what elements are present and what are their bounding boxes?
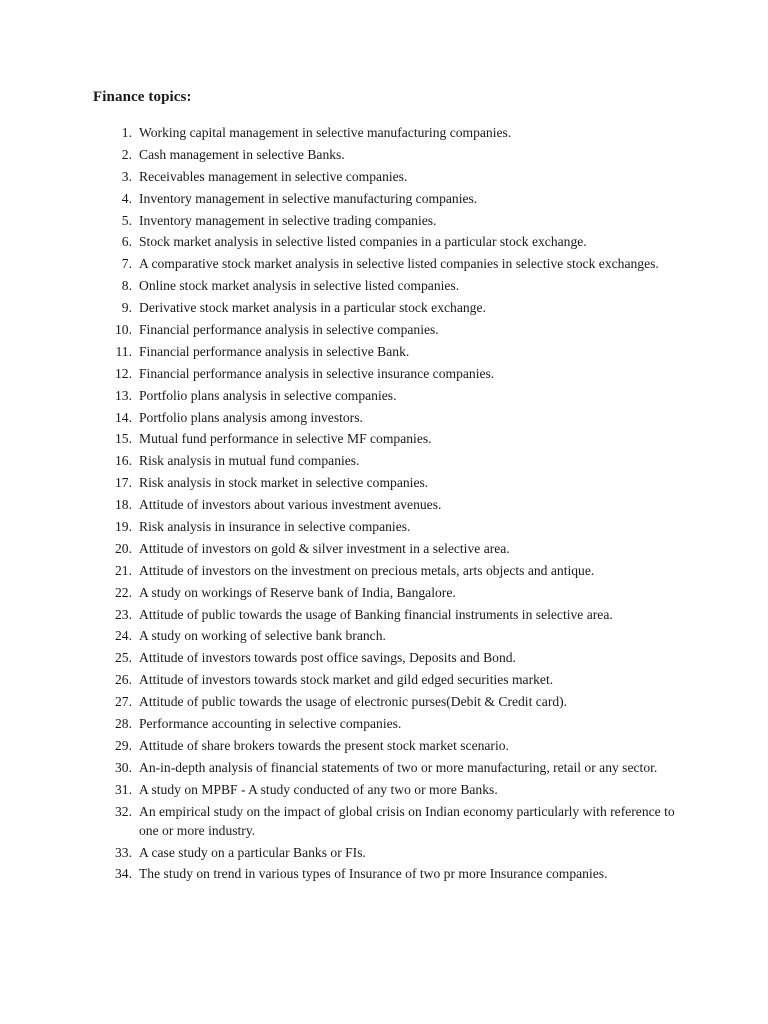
topic-number: 27. (115, 694, 132, 710)
topic-text: A study on workings of Reserve bank of India, Bangalore. (139, 584, 456, 600)
topic-item (0, 843, 768, 862)
topic-item (0, 495, 768, 514)
topic-text: A study on MPBF - A study conducted of any two or more Banks. (139, 781, 498, 797)
topic-text: Attitude of investors on gold & silver investment in a selective area. (139, 540, 510, 556)
topic-item (0, 189, 768, 208)
topic-item (0, 298, 768, 317)
topic-item (0, 561, 768, 580)
topic-text: An empirical study on the impact of global crisis on Indian economy particularly with reference to one or more industry. (139, 803, 675, 838)
topic-number: 20. (115, 540, 132, 556)
topic-item (0, 473, 768, 492)
topic-number: 26. (115, 672, 132, 688)
topic-item (0, 167, 768, 186)
topic-text: A comparative stock market analysis in selective listed companies in selective stock exchanges. (139, 256, 659, 272)
topic-text: Derivative stock market analysis in a particular stock exchange. (139, 300, 486, 316)
topic-item (0, 864, 768, 883)
topic-text: Portfolio plans analysis among investors. (139, 409, 363, 425)
topic-number: 16. (115, 453, 132, 469)
topic-number: 32. (115, 803, 132, 819)
topic-number: 34. (115, 866, 132, 882)
topic-item (0, 123, 768, 142)
topic-number: 33. (115, 844, 132, 860)
topic-text: Portfolio plans analysis in selective companies. (139, 387, 397, 403)
topic-text: Inventory management in selective manufacturing companies. (139, 190, 478, 206)
topic-number: 15. (115, 431, 132, 447)
topic-text: A case study on a particular Banks or FIs. (139, 844, 366, 860)
topic-text: Attitude of investors about various investment avenues. (139, 497, 442, 513)
topic-number: 4. (121, 190, 132, 206)
topic-number: 23. (115, 606, 132, 622)
topic-item (0, 670, 768, 689)
topic-item (0, 364, 768, 383)
topic-number: 3. (121, 168, 132, 184)
topic-item (0, 692, 768, 711)
topic-number: 7. (121, 256, 132, 272)
topic-number: 9. (121, 300, 132, 316)
topic-number: 31. (115, 781, 132, 797)
topic-text: Online stock market analysis in selective listed companies. (139, 278, 460, 294)
topic-text: Attitude of public towards the usage of electronic purses(Debit & Credit card). (139, 694, 568, 710)
topic-item (0, 758, 768, 777)
topic-text: Attitude of share brokers towards the present stock market scenario. (139, 737, 509, 753)
topic-number: 8. (121, 278, 132, 294)
topic-number: 12. (115, 365, 132, 381)
topic-text: A study on working of selective bank branch. (139, 628, 386, 644)
topic-text: Attitude of investors on the investment on precious metals, arts objects and antique. (139, 562, 595, 578)
topic-number: 2. (121, 146, 132, 162)
topic-text: Risk analysis in insurance in selective companies. (139, 519, 411, 535)
topic-item (0, 648, 768, 667)
document-heading: Finance topics: (93, 89, 192, 105)
topic-item (0, 408, 768, 427)
topic-text: Risk analysis in stock market in selective companies. (139, 475, 429, 491)
topic-item (0, 145, 768, 164)
topic-number: 24. (115, 628, 132, 644)
topic-item (0, 714, 768, 733)
topic-text: Attitude of public towards the usage of Banking financial instruments in selective area. (139, 606, 613, 622)
topic-text: Stock market analysis in selective listed companies in a particular stock exchange. (139, 234, 587, 250)
topic-item (0, 254, 768, 273)
topic-text: Inventory management in selective trading companies. (139, 212, 437, 228)
topic-list (0, 123, 768, 886)
topic-item (0, 583, 768, 602)
topic-item (0, 232, 768, 251)
topic-item (0, 539, 768, 558)
topic-item (0, 429, 768, 448)
topic-item (0, 276, 768, 295)
topic-item (0, 605, 768, 624)
topic-number: 10. (115, 322, 132, 338)
topic-number: 6. (121, 234, 132, 250)
topic-item (0, 780, 768, 799)
topic-number: 30. (115, 759, 132, 775)
topic-item (0, 320, 768, 339)
topic-text: Financial performance analysis in selective Bank. (139, 343, 410, 359)
topic-item (0, 626, 768, 645)
topic-text: Mutual fund performance in selective MF companies. (139, 431, 432, 447)
topic-text: Attitude of investors towards post office savings, Deposits and Bond. (139, 650, 516, 666)
topic-item (0, 451, 768, 470)
topic-number: 21. (115, 562, 132, 578)
topic-number: 17. (115, 475, 132, 491)
topic-text: An-in-depth analysis of financial statements of two or more manufacturing, retail or any sector. (139, 759, 658, 775)
topic-text: Working capital management in selective manufacturing companies. (139, 125, 512, 140)
topic-number: 18. (115, 497, 132, 513)
topic-number: 19. (115, 519, 132, 535)
topic-text: Performance accounting in selective companies. (139, 716, 402, 732)
topic-text: Financial performance analysis in selective companies. (139, 322, 439, 338)
topic-number: 13. (115, 387, 132, 403)
topic-item (0, 736, 768, 755)
topic-number: 28. (115, 716, 132, 732)
topic-item (0, 802, 768, 840)
topic-number: 11. (115, 343, 132, 359)
topic-text: Attitude of investors towards stock market and gild edged securities market. (139, 672, 554, 688)
topic-item (0, 517, 768, 536)
topic-text: The study on trend in various types of Insurance of two pr more Insurance companies. (139, 866, 608, 882)
topic-item (0, 211, 768, 230)
topic-item (0, 386, 768, 405)
topic-number: 1. (121, 125, 132, 140)
topic-number: 22. (115, 584, 132, 600)
topic-number: 5. (121, 212, 132, 228)
topic-text: Cash management in selective Banks. (139, 146, 345, 162)
topic-item (0, 342, 768, 361)
topic-text: Financial performance analysis in selective insurance companies. (139, 365, 495, 381)
topic-number: 29. (115, 737, 132, 753)
topic-text: Receivables management in selective companies. (139, 168, 408, 184)
topic-text: Risk analysis in mutual fund companies. (139, 453, 360, 469)
topic-number: 14. (115, 409, 132, 425)
topic-number: 25. (115, 650, 132, 666)
